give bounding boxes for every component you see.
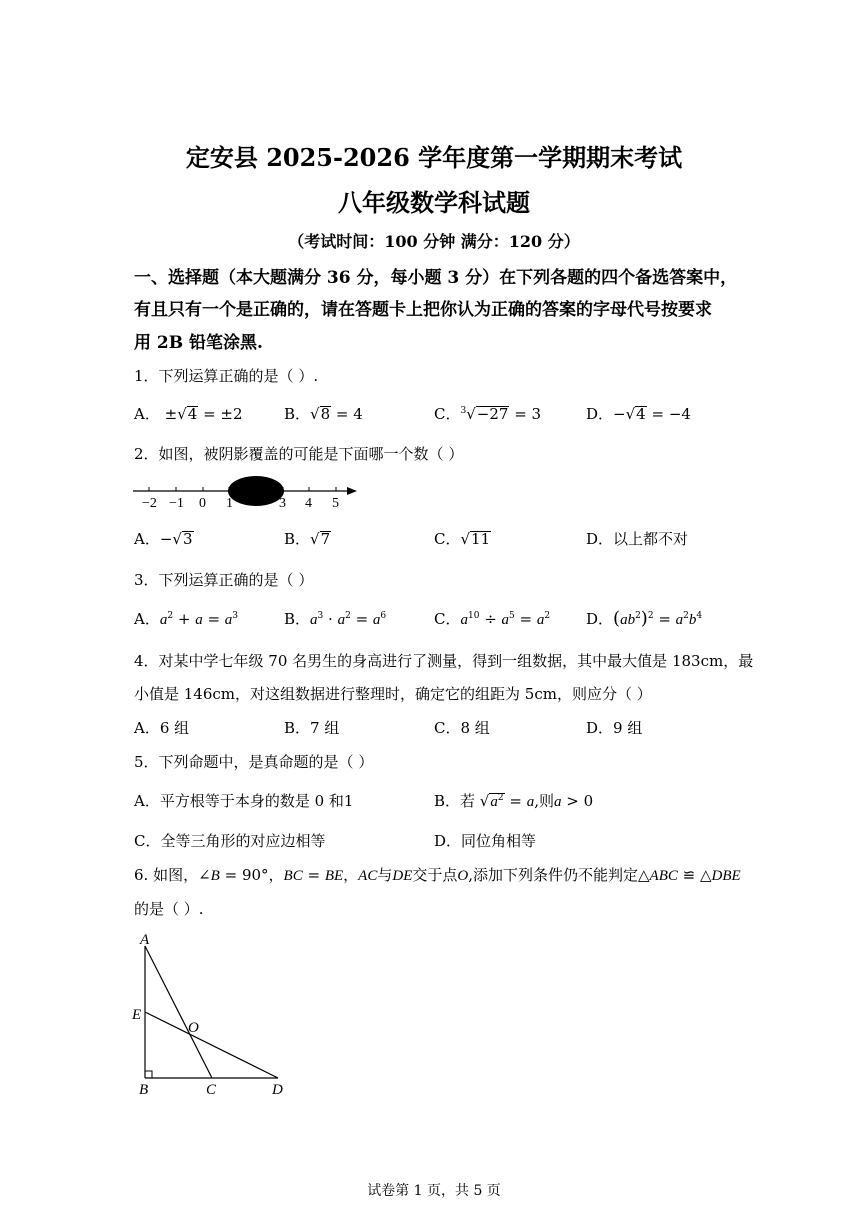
question-2-stem: 2．如图，被阴影覆盖的可能是下面哪一个数（ ）	[134, 445, 464, 463]
question-4-option-c: C．8 组	[434, 719, 490, 737]
section-heading-line1: 一、选择题（本大题满分 36 分，每小题 3 分）在下列各题的四个备选答案中，	[134, 268, 738, 288]
question-4-stem-line2: 小值是 146cm，对这组数据进行整理时，确定它的组距为 5cm，则应分（ ）	[134, 685, 652, 703]
number-line-figure	[125, 470, 365, 515]
exam-note: （考试时间：100 分钟 满分：120 分）	[288, 232, 580, 251]
question-1-option-c: C．$^3$√−27 = 3	[434, 405, 542, 423]
question-2-option-a: A．−√3	[134, 530, 193, 548]
question-2-option-b: B．√7	[284, 530, 331, 548]
vertex-label: C	[206, 1082, 217, 1098]
question-3-stem: 3．下列运算正确的是（ ）	[134, 571, 314, 589]
vertex-label: B	[139, 1082, 149, 1098]
question-3-option-a: A．$a^2 + a = a^3$	[134, 610, 239, 628]
vertex-label: D	[272, 1082, 283, 1098]
tick-label: 3	[279, 496, 286, 511]
page-footer: 试卷第 1 页，共 5 页	[367, 1183, 501, 1199]
question-4-stem-line1: 4．对某中学七年级 70 名男生的身高进行了测量，得到一组数据，其中最大值是 183cm，最	[134, 652, 754, 670]
question-3-option-c: C．$a^{10} \div a^5 = a^2$	[434, 610, 551, 628]
question-5-option-c: C．全等三角形的对应边相等	[134, 832, 326, 850]
question-3-option-d: D．$(ab^2)^2 = a^2b^4$	[586, 608, 703, 629]
vertex-label: A	[140, 932, 150, 948]
question-2-option-d: D．以上都不对	[586, 530, 689, 548]
section-heading-line2: 有且只有一个是正确的，请在答题卡上把你认为正确的答案的字母代号按要求	[134, 300, 712, 320]
question-3-option-b: B．$a^3 \cdot a^2 = a^6$	[284, 610, 387, 628]
question-4-option-b: B．7 组	[284, 719, 340, 737]
question-5-stem: 5．下列命题中，是真命题的是（ ）	[134, 753, 374, 771]
subject-title: 八年级数学科试题	[338, 188, 530, 217]
tick-label: −1	[169, 496, 184, 511]
question-1-option-b: B．√8 = 4	[284, 405, 363, 423]
exam-title: 定安县 2025-2026 学年度第一学期期末考试	[185, 143, 683, 172]
question-6-stem-line1: 6. 如图，∠B = 90°，BC = BE，AC与DE交于点O,添加下列条件仍不能判定△ABC ≌ △DBE	[134, 866, 741, 884]
question-6-stem-line2: 的是（ ）.	[134, 900, 204, 918]
question-1-stem: 1．下列运算正确的是（ ）.	[134, 367, 319, 385]
tick-label: 0	[199, 496, 206, 511]
tick-label: 1	[226, 496, 233, 511]
question-1-option-a: A． ±√4 = ±2	[134, 405, 243, 423]
vertex-label: O	[188, 1020, 199, 1036]
question-5-option-b: B．若 $√a^2 = a$,则a > 0	[434, 792, 594, 810]
tick-label: 4	[305, 496, 312, 511]
question-1-option-d: D．−√4 = −4	[586, 405, 691, 423]
question-4-option-d: D．9 组	[586, 719, 643, 737]
question-5-option-a: A．平方根等于本身的数是 0 和1	[134, 792, 354, 810]
section-heading-line3: 用 2B 铅笔涂黑.	[134, 333, 263, 353]
question-2-option-c: C．√11	[434, 530, 491, 548]
tick-label: 5	[332, 496, 339, 511]
vertex-label: E	[132, 1007, 142, 1023]
question-5-option-d: D．同位角相等	[434, 832, 537, 850]
tick-label: −2	[142, 496, 157, 511]
question-4-option-a: A．6 组	[134, 719, 190, 737]
triangle-figure	[125, 928, 300, 1103]
shaded-ellipse	[228, 476, 284, 506]
